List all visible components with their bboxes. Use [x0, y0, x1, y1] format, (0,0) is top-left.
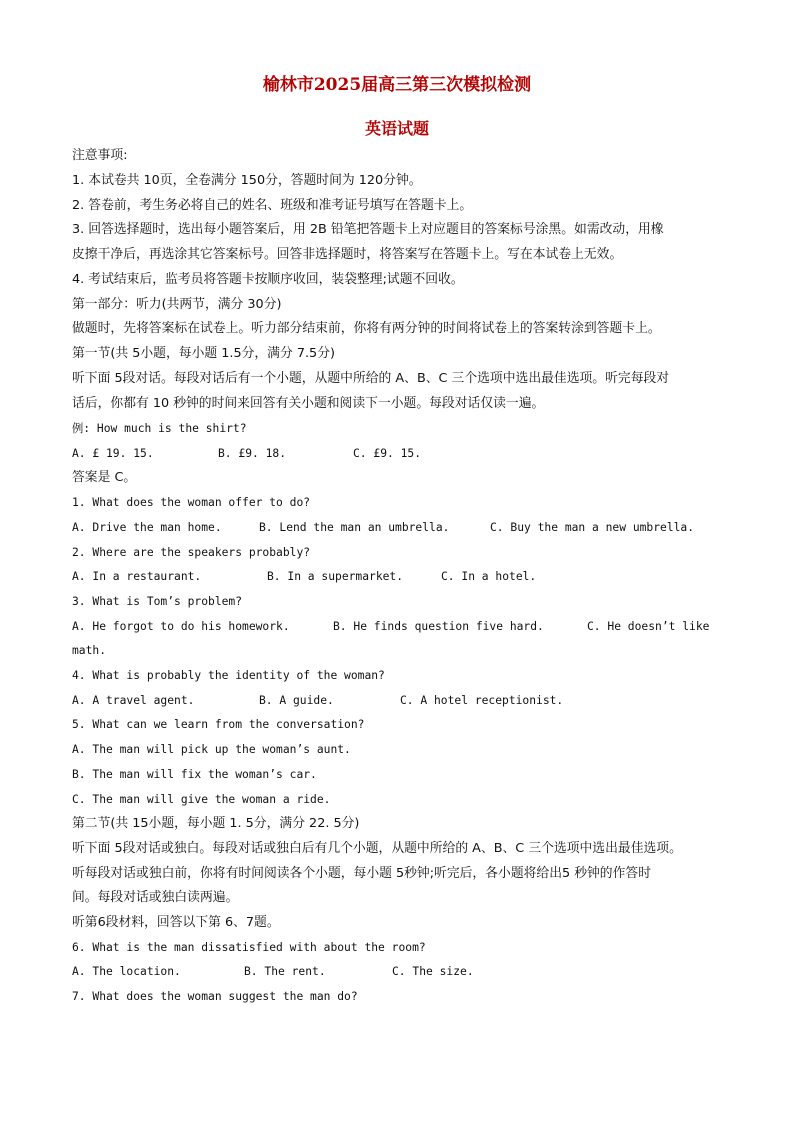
q5-option-c: C. The man will give the woman a ride.: [72, 793, 331, 806]
question-5: 5. What can we learn from the conversation?: [72, 718, 365, 731]
part1-intro: 做题时，先将答案标在试卷上。听力部分结束前，你将有两分钟的时间将试卷上的答案转涂到答题卡上。: [72, 321, 661, 336]
q4-option-a: A. A travel agent.: [72, 694, 195, 707]
question-3: 3. What is Tom’s problem?: [72, 595, 243, 608]
section1-instructions-1: 听下面 5段对话。每段对话后有一个小题，从题中所给的 A、B、C 三个选项中选出最佳选项。听完每段对: [72, 371, 670, 386]
section1-instructions-2: 话后，你都有 10 秒钟的时间来回答有关小题和阅读下一小题。每段对话仅读一遍。: [72, 396, 545, 411]
example-option-a: A. £ 19. 15.: [72, 447, 154, 460]
section2-instructions-1: 听下面 5段对话或独白。每段对话或独白后有几个小题，从题中所给的 A、B、C 三个选项中选出最佳选项。: [72, 841, 682, 856]
exam-subject: 英语试题: [364, 119, 429, 138]
exam-title: 榆林市2025届高三第三次模拟检测: [262, 75, 532, 95]
question-2: 2. Where are the speakers probably?: [72, 546, 311, 559]
question-1: 1. What does the woman offer to do?: [72, 496, 311, 509]
q4-option-b: B. A guide.: [259, 694, 334, 707]
q3-option-c: C. He doesn’t like: [587, 620, 710, 633]
q2-option-b: B. In a supermarket.: [267, 570, 404, 583]
q1-option-a: A. Drive the man home.: [72, 521, 222, 534]
example-option-c: C. £9. 15.: [353, 447, 422, 460]
q2-option-c: C. In a hotel.: [441, 570, 537, 583]
q1-option-b: B. Lend the man an umbrella.: [259, 521, 450, 534]
notice-item-4: 4. 考试结束后，监考员将答题卡按顺序收回，装袋整理;试题不回收。: [72, 272, 464, 287]
q2-option-a: A. In a restaurant.: [72, 570, 202, 583]
section1-heading: 第一节(共 5小题，每小题 1.5分，满分 7.5分): [72, 346, 335, 361]
q6-option-a: A. The location.: [72, 965, 181, 978]
q6-option-c: C. The size.: [392, 965, 474, 978]
example-option-b: B. £9. 18.: [218, 447, 287, 460]
notice-item-1: 1. 本试卷共 10页，全卷满分 150分，答题时间为 120分钟。: [72, 173, 422, 188]
q4-option-c: C. A hotel receptionist.: [400, 694, 564, 707]
notice-item-2: 2. 答卷前，考生务必将自己的姓名、班级和准考证号填写在答题卡上。: [72, 198, 473, 213]
example-answer: 答案是 C。: [72, 470, 137, 485]
example-question: 例: How much is the shirt?: [72, 422, 247, 435]
section2-instructions-3: 间。每段对话或独白读两遍。: [72, 890, 239, 905]
q3-option-c-cont: math.: [72, 644, 107, 657]
question-7: 7. What does the woman suggest the man do?: [72, 990, 358, 1003]
section2-heading: 第二节(共 15小题，每小题 1. 5分，满分 22. 5分): [72, 816, 360, 831]
section2-instructions-2: 听每段对话或独白前，你将有时间阅读各个小题，每小题 5秒钟;听完后，各小题将给出5 秒钟的作答时: [72, 866, 651, 881]
notice-item-3: 3. 回答选择题时，选出每小题答案后，用 2B 铅笔把答题卡上对应题目的答案标号涂黑。如需改动，用橡: [72, 222, 664, 237]
q3-option-b: B. He finds question five hard.: [333, 620, 544, 633]
question-4: 4. What is probably the identity of the woman?: [72, 669, 385, 682]
material-6-heading: 听第6段材料，回答以下第 6、7题。: [72, 915, 280, 930]
q1-option-c: C. Buy the man a new umbrella.: [490, 521, 695, 534]
notice-heading: 注意事项:: [72, 148, 128, 163]
q3-option-a: A. He forgot to do his homework.: [72, 620, 290, 633]
part1-heading: 第一部分：听力(共两节，满分 30分): [72, 297, 282, 312]
q5-option-a: A. The man will pick up the woman’s aunt.: [72, 743, 351, 756]
notice-item-3-cont: 皮擦干净后，再选涂其它答案标号。回答非选择题时，将答案写在答题卡上。写在本试卷上无效。: [72, 247, 623, 262]
question-6: 6. What is the man dissatisfied with about the room?: [72, 941, 426, 954]
q6-option-b: B. The rent.: [244, 965, 326, 978]
q5-option-b: B. The man will fix the woman’s car.: [72, 768, 317, 781]
